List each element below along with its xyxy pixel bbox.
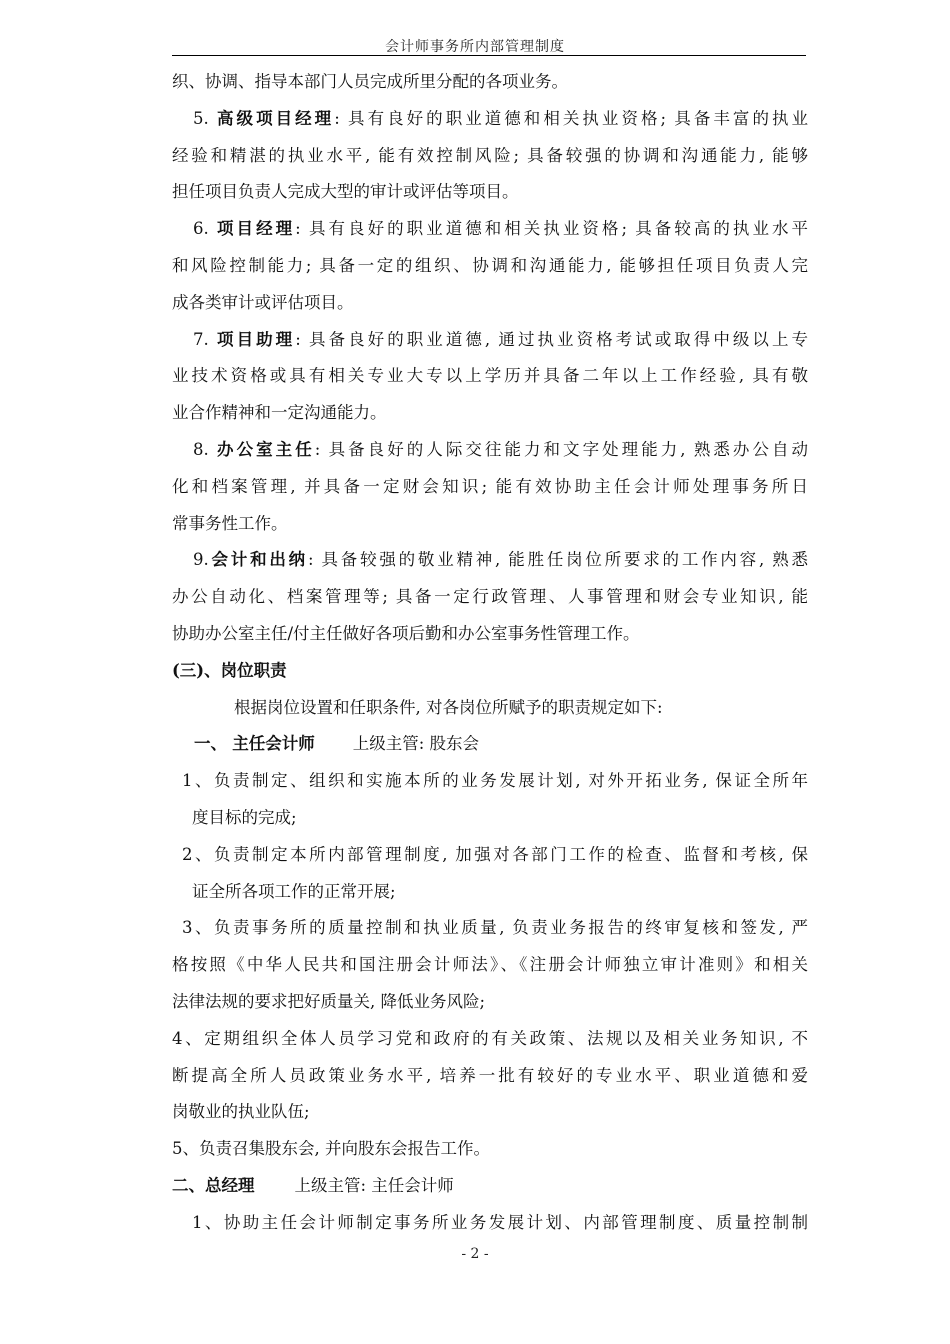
role-number: 一、 [194,734,227,754]
document-body [172,64,808,1242]
text-line: 业合作精神和一定沟通能力。 [172,403,387,423]
item-9-line [172,542,808,579]
duty-line: 度目标的完成; [192,807,297,827]
position-term: 项目助理 [217,329,296,349]
text-line: 经验和精湛的执业水平, 能有效控制风险; 具备较强的协调和沟通能力, 能够 [172,145,808,165]
role-superior: 上级主管: 主任会计师 [294,1175,454,1195]
item-text: : 具有良好的职业道德和相关执业资格; 具备较高的执业水平 [295,219,808,239]
role-superior: 上级主管: 股东会 [352,734,480,754]
page-header: 会计师事务所内部管理制度 [385,39,565,55]
duty-line: 2、负责制定本所内部管理制度, 加强对各部门工作的检查、监督和考核, 保 [182,844,808,864]
item-number: 7. [193,329,209,349]
text-line: 织、协调、指导本部门人员完成所里分配的各项业务。 [172,72,568,91]
text-line: 化和档案管理, 并具备一定财会知识; 能有效协助主任会计师处理事务所日 [172,476,808,496]
duty-line: 断提高全所人员政策业务水平, 培养一批有较好的专业水平、职业道德和爱 [172,1065,808,1085]
header-rule [172,55,806,56]
text-line: 业技术资格或具有相关专业大专以上学历并具备二年以上工作经验, 具有敬 [172,366,808,386]
duty-line: 证全所各项工作的正常开展; [192,881,396,901]
text-line: 办公自动化、档案管理等; 具备一定行政管理、人事管理和财会专业知识, 能 [172,587,808,607]
text-line: 成各类审计或评估项目。 [172,292,354,312]
duty-line: 1、负责制定、组织和实施本所的业务发展计划, 对外开拓业务, 保证全所年 [182,771,808,791]
duty-line: 岗敬业的执业队伍; [172,1102,310,1122]
item-text: : 具有良好的职业道德和相关执业资格; 具备丰富的执业 [334,108,808,128]
item-7-line [172,322,808,359]
item-text: : 具备较强的敬业精神, 能胜任岗位所要求的工作内容, 熟悉 [307,550,808,570]
role-heading [172,1168,808,1205]
role-title: 主任会计师 [232,734,315,754]
position-term: 办公室主任 [217,439,315,459]
item-number: 5. [193,108,209,128]
text-line: 和风险控制能力; 具备一定的组织、协调和沟通能力, 能够担任项目负责人完 [172,255,808,275]
page-number: - 2 - [461,1246,489,1262]
item-6-line [172,211,808,248]
role-heading [172,726,808,763]
text-line: 根据岗位设置和任职条件, 对各岗位所赋予的职责规定如下: [234,697,663,717]
section-heading: (三)、岗位职责 [172,660,287,680]
role-title: 总经理 [205,1175,255,1195]
text-line: 常事务性工作。 [172,513,288,533]
duty-line: 1、协助主任会计师制定事务所业务发展计划、内部管理制度、质量控制制 [192,1212,808,1232]
duty-line: 格按照《中华人民共和国注册会计师法》、《注册会计师独立审计准则》和相关 [172,955,808,975]
item-text: : 具备良好的职业道德, 通过执业资格考试或取得中级以上专 [295,329,808,349]
position-term: 高级项目经理 [217,108,335,128]
item-8-line [172,432,808,469]
item-5-line [172,101,808,138]
text-line: 担任项目负责人完成大型的审计或评估等项目。 [172,182,519,202]
duty-line: 4、定期组织全体人员学习党和政府的有关政策、法规以及相关业务知识, 不 [172,1028,808,1048]
item-number: 8. [193,439,209,459]
position-term: 会计和出纳 [208,550,308,570]
item-text: : 具备良好的人际交往能力和文字处理能力, 熟悉办公自动 [314,439,808,459]
position-term: 项目经理 [217,219,296,239]
text-line: 协助办公室主任/付主任做好各项后勤和办公室事务性管理工作。 [172,623,640,643]
duty-line: 法律法规的要求把好质量关, 降低业务风险; [172,991,486,1011]
item-number: 9. [193,550,209,570]
duty-line: 3、负责事务所的质量控制和执业质量, 负责业务报告的终审复核和签发, 严 [182,918,808,938]
duty-line: 5、负责召集股东会, 并向股东会报告工作。 [172,1139,490,1159]
role-number: 二、 [172,1175,205,1195]
item-number: 6. [193,219,209,239]
